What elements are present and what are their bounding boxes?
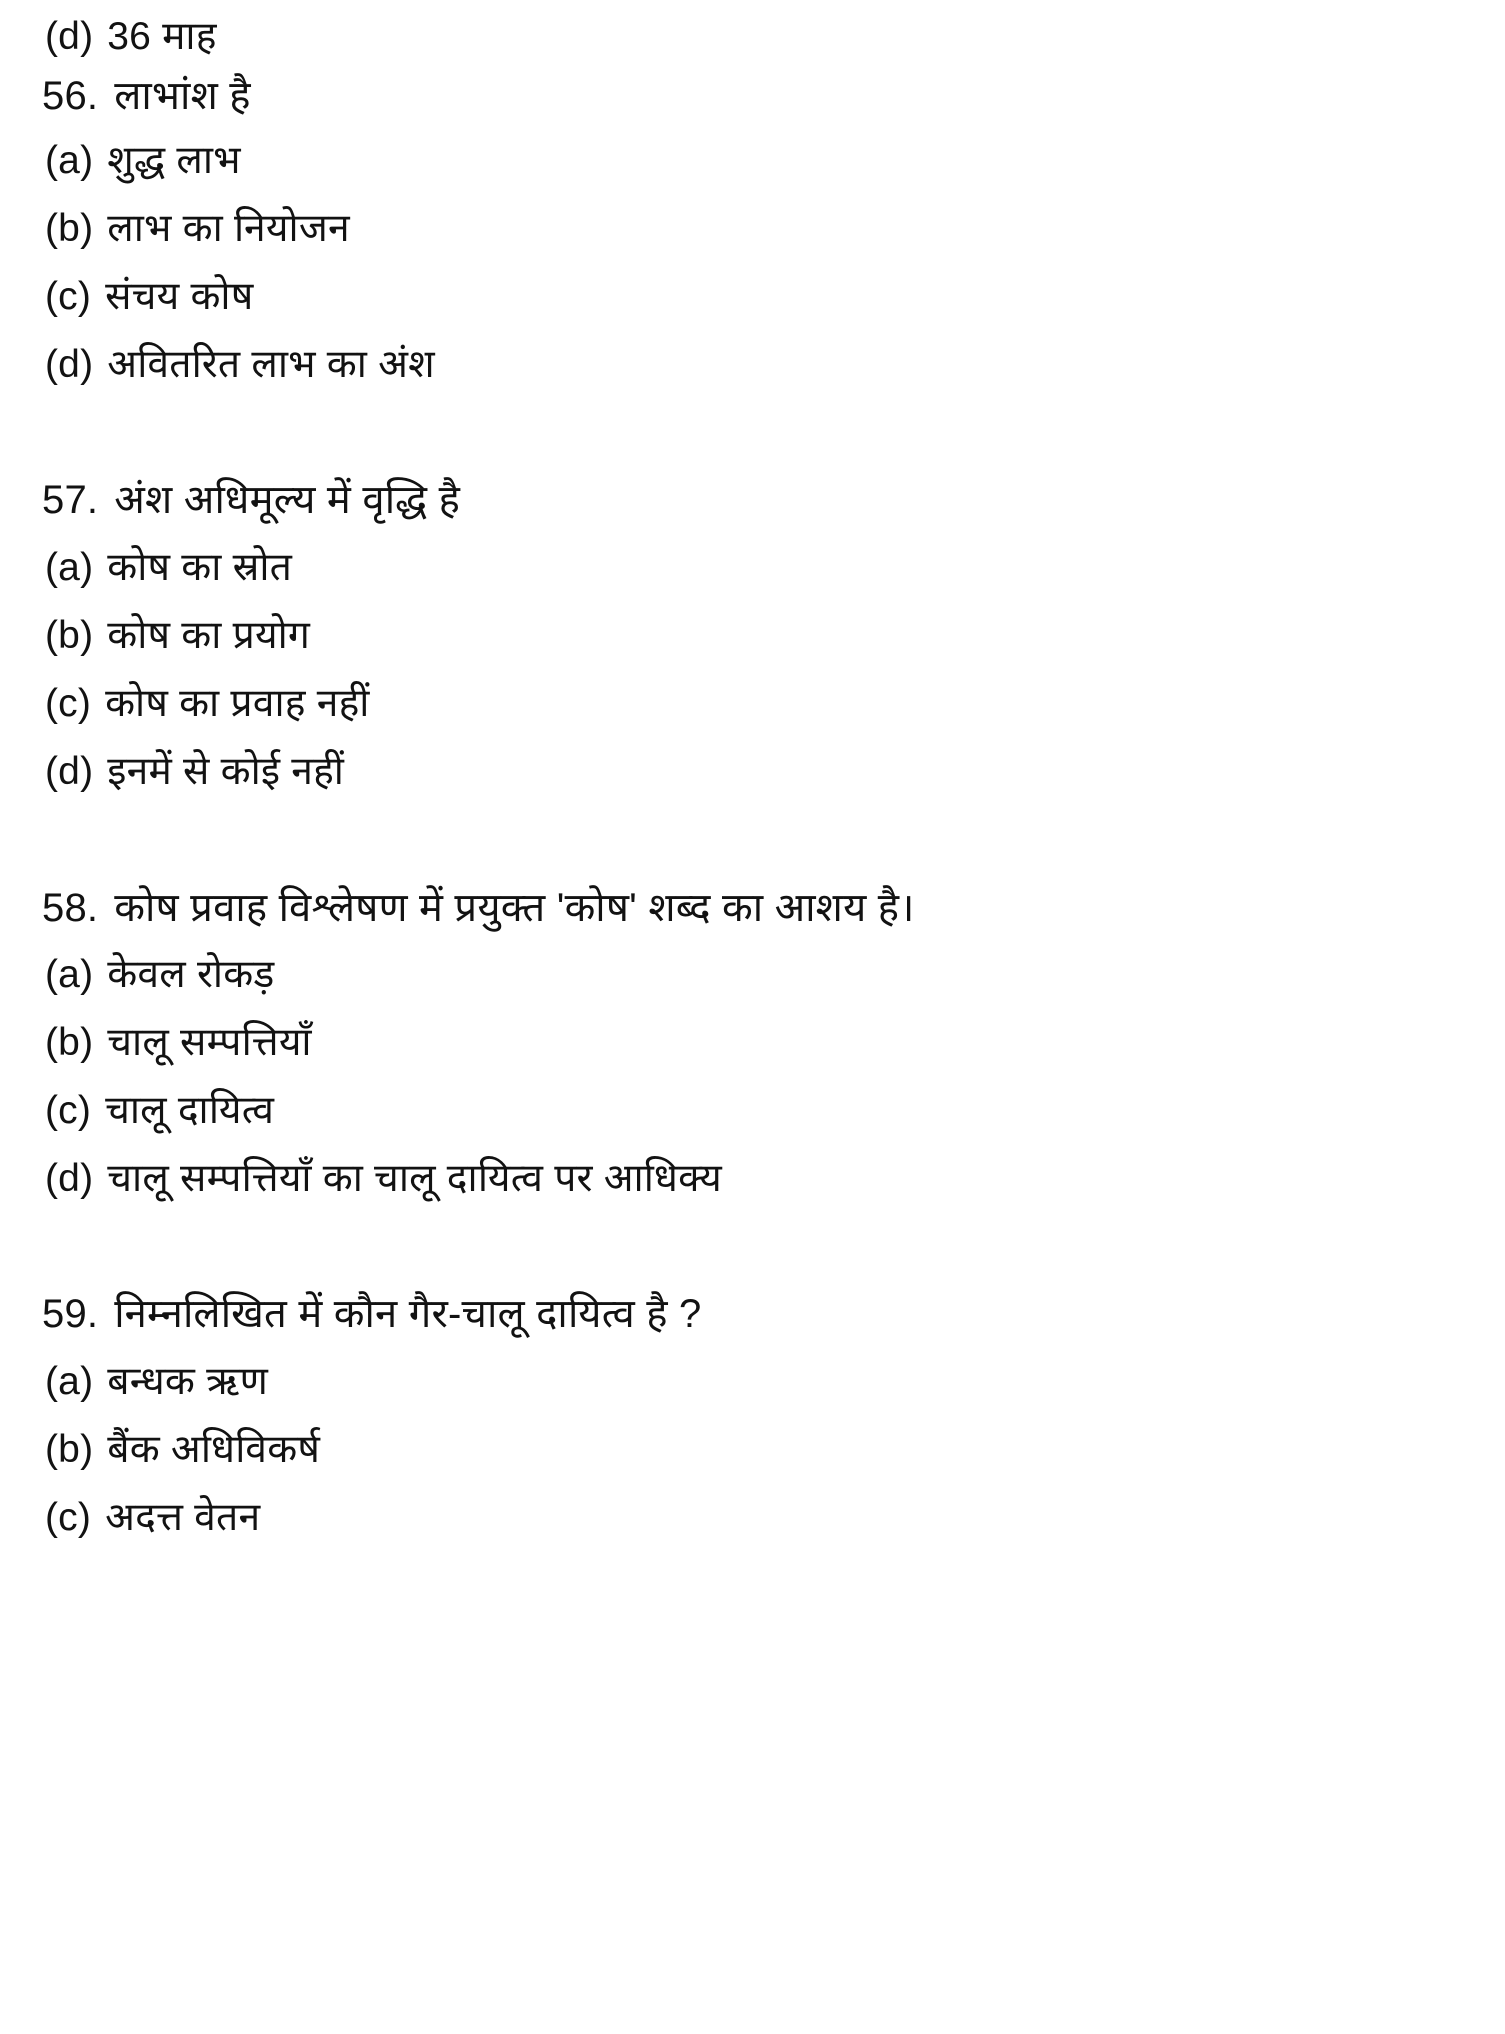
question-text: कोष प्रवाह विश्लेषण में प्रयुक्त 'कोष' शब्द का आशय है। bbox=[114, 886, 915, 930]
question-58-option-a bbox=[45, 946, 274, 999]
option-text: संचय कोष bbox=[105, 275, 254, 318]
question-58-option-d bbox=[45, 1150, 722, 1203]
option-marker: (b) bbox=[45, 614, 94, 657]
question-59-option-b bbox=[45, 1421, 320, 1474]
question-58-option-b bbox=[45, 1014, 312, 1067]
question-58 bbox=[42, 878, 915, 933]
option-marker: (a) bbox=[45, 546, 94, 589]
option-marker: (d) bbox=[45, 750, 94, 793]
question-59 bbox=[42, 1284, 701, 1339]
option-marker: (c) bbox=[45, 682, 92, 725]
question-56-option-a bbox=[45, 132, 241, 185]
carryover-option bbox=[45, 8, 217, 61]
option-marker: (c) bbox=[45, 275, 92, 318]
option-text: लाभ का नियोजन bbox=[107, 207, 350, 250]
option-text: अवितरित लाभ का अंश bbox=[107, 343, 435, 386]
option-marker: (a) bbox=[45, 953, 94, 996]
option-text: कोष का प्रयोग bbox=[107, 614, 311, 657]
question-number: 56. bbox=[42, 74, 99, 118]
option-marker: (b) bbox=[45, 207, 94, 250]
option-text: कोष का प्रवाह नहीं bbox=[105, 682, 370, 725]
question-56-option-d bbox=[45, 336, 435, 389]
question-57 bbox=[42, 470, 460, 525]
option-marker: (a) bbox=[45, 1360, 94, 1403]
question-57-option-a bbox=[45, 539, 292, 592]
question-text: लाभांश है bbox=[114, 74, 251, 118]
question-57-option-b bbox=[45, 607, 310, 660]
option-text: चालू दायित्व bbox=[105, 1089, 275, 1132]
question-56 bbox=[42, 66, 251, 121]
question-number: 59. bbox=[42, 1292, 99, 1336]
option-text: 36 माह bbox=[107, 15, 217, 58]
option-marker: (c) bbox=[45, 1089, 92, 1132]
option-marker: (c) bbox=[45, 1496, 92, 1539]
question-59-option-a bbox=[45, 1353, 268, 1406]
question-58-option-c bbox=[45, 1082, 274, 1135]
question-text: निम्नलिखित में कौन गैर-चालू दायित्व है ? bbox=[114, 1292, 702, 1336]
option-marker: (d) bbox=[45, 1157, 94, 1200]
question-57-option-c bbox=[45, 675, 370, 728]
option-text: बन्धक ऋण bbox=[107, 1360, 268, 1403]
question-57-option-d bbox=[45, 743, 344, 796]
question-number: 57. bbox=[42, 478, 99, 522]
question-56-option-b bbox=[45, 200, 350, 253]
option-text: शुद्ध लाभ bbox=[107, 139, 241, 182]
option-text: बैंक अधिविकर्ष bbox=[107, 1428, 321, 1471]
option-text: चालू सम्पत्तियाँ bbox=[107, 1021, 312, 1064]
option-marker: (b) bbox=[45, 1428, 94, 1471]
question-56-option-c bbox=[45, 268, 253, 321]
option-marker: (b) bbox=[45, 1021, 94, 1064]
option-text: चालू सम्पत्तियाँ का चालू दायित्व पर आधिक्य bbox=[107, 1157, 722, 1200]
option-text: अदत्त वेतन bbox=[105, 1496, 261, 1539]
question-text: अंश अधिमूल्य में वृद्धि है bbox=[114, 478, 461, 522]
question-59-option-c bbox=[45, 1489, 260, 1542]
option-marker: (a) bbox=[45, 139, 94, 182]
option-marker: (d) bbox=[45, 343, 94, 386]
option-text: कोष का स्रोत bbox=[107, 546, 293, 589]
option-text: इनमें से कोई नहीं bbox=[107, 750, 345, 793]
option-text: केवल रोकड़ bbox=[107, 953, 275, 996]
question-number: 58. bbox=[42, 886, 99, 930]
option-marker: (d) bbox=[45, 15, 94, 58]
